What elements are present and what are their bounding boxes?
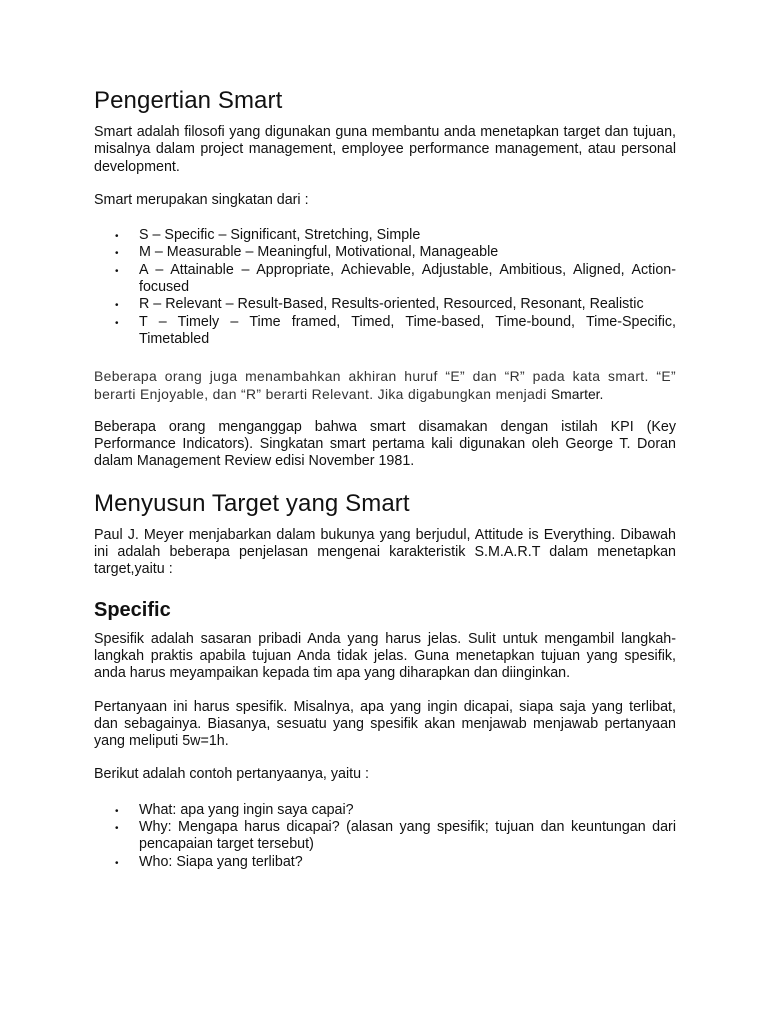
paragraph: Beberapa orang menganggap bahwa smart disamakan dengan istilah KPI (Key Performance Indicators). Singkatan smart pertama kali digunakan oleh George T. Doran dalam Management Review edisi November 1981.: [94, 418, 676, 470]
bullet-icon: •: [115, 248, 119, 260]
bullet-icon: •: [115, 231, 119, 243]
section-title-pengertian-smart: Pengertian Smart: [94, 87, 283, 114]
list-item-text: What: apa yang ingin saya capai?: [139, 801, 354, 818]
paragraph-smarter: [94, 368, 676, 403]
list-item: [94, 314, 676, 349]
paragraph: Smart adalah filosofi yang digunakan guna membantu anda menetapkan target dan tujuan, misalnya dalam project management, employee performance management, atau personal development.: [94, 124, 676, 175]
list-item-text: Who: Siapa yang terlibat?: [139, 853, 303, 870]
list-item: [94, 819, 676, 854]
paragraph-text-end: Smarter.: [550, 385, 604, 402]
list-item-text: Why: Mengapa harus dicapai? (alasan yang spesifik; tujuan dan keuntungan dari pencapaian target tersebut): [139, 819, 676, 853]
section-title-menyusun-target: Menyusun Target yang Smart: [94, 489, 410, 517]
list-item: [94, 262, 676, 297]
paragraph: Spesifik adalah sasaran pribadi Anda yang harus jelas. Sulit untuk mengambil langkah-langkah praktis apabila tujuan Anda tidak jelas. Guna menetapkan tujuan yang spesifik, anda harus meyampaikan kepada tim apa yang diharapkan dan diinginkan.: [94, 630, 676, 682]
list-item: [94, 244, 676, 261]
list-item-text: T – Timely – Time framed, Timed, Time-based, Time-bound, Time-Specific, Timetabled: [139, 313, 676, 347]
bullet-icon: •: [115, 265, 119, 277]
list-item-text: R – Relevant – Result-Based, Results-oriented, Resourced, Resonant, Realistic: [139, 296, 644, 313]
paragraph: Pertanyaan ini harus spesifik. Misalnya, apa yang ingin dicapai, siapa saja yang terlibat, dan sebagainya. Biasanya, sesuatu yang spesifik akan menjawab menjawab pertanyaan yang meliputi 5w=1h.: [94, 698, 676, 750]
paragraph: Paul J. Meyer menjabarkan dalam bukunya yang berjudul, Attitude is Everything. Dibawah ini adalah beberapa penjelasan mengenai karakteristik S.M.A.R.T dalam menetapkan target,yaitu :: [94, 526, 676, 578]
question-list: [94, 802, 676, 871]
list-item: [94, 296, 676, 313]
paragraph: Smart merupakan singkatan dari :: [94, 191, 309, 208]
document-page: [94, 86, 676, 887]
bullet-icon: •: [115, 805, 119, 817]
section-title-specific: Specific: [94, 598, 171, 621]
list-item: [94, 854, 676, 871]
paragraph: Berikut adalah contoh pertanyaanya, yaitu :: [94, 766, 369, 783]
bullet-icon: •: [115, 300, 119, 312]
list-item-text: A – Attainable – Appropriate, Achievable, Adjustable, Ambitious, Aligned, Action-focused: [139, 261, 676, 296]
bullet-icon: •: [115, 317, 119, 329]
bullet-icon: •: [115, 857, 119, 869]
list-item: [94, 227, 676, 244]
smart-acronym-list: [94, 227, 676, 348]
list-item: [94, 802, 676, 819]
paragraph-text: Beberapa orang juga menambahkan akhiran huruf “E” dan “R” pada kata smart. “E” berarti Enjoyable, dan “R” berarti Relevant. Jika digabungkan menjadi: [94, 368, 676, 402]
list-item-text: M – Measurable – Meaningful, Motivational, Manageable: [139, 244, 499, 261]
list-item-text: S – Specific – Significant, Stretching, Simple: [139, 227, 421, 244]
bullet-icon: •: [115, 823, 119, 835]
